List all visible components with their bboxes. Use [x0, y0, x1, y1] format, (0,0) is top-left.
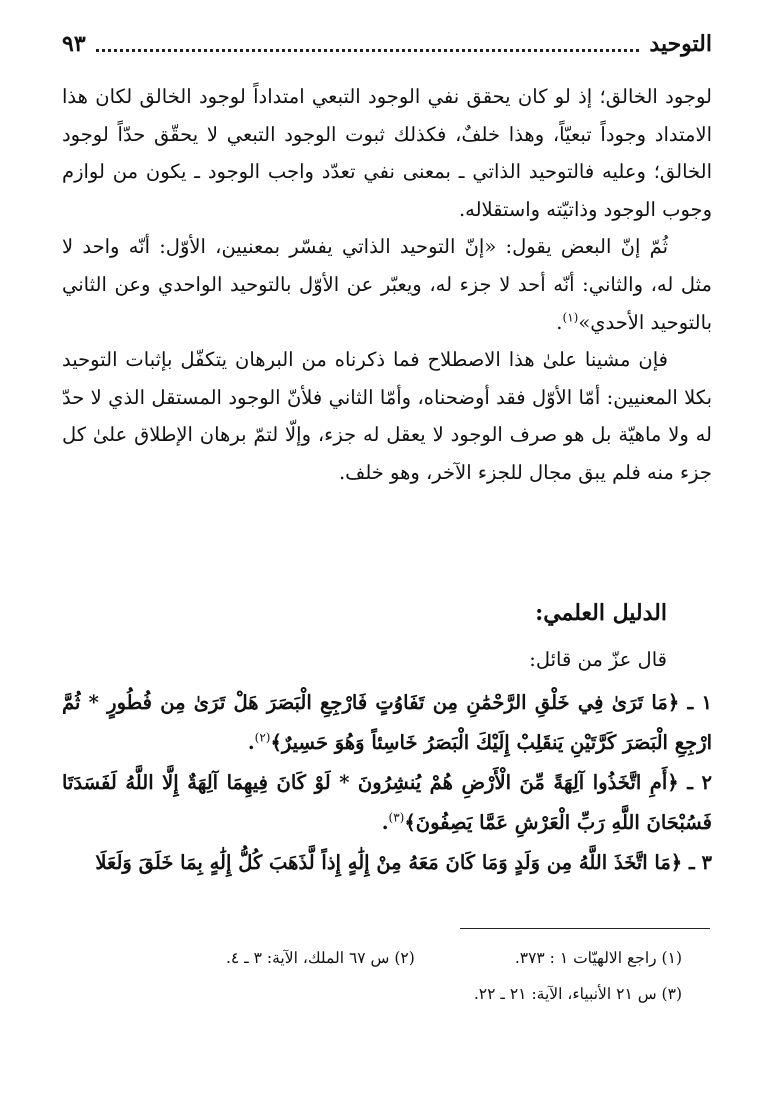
page-number: ٩٣ — [62, 31, 86, 57]
quran-verses — [62, 683, 712, 883]
paragraph-2-text: ثُمّ إنّ البعض يقول: «إنّ التوحيد الذاتي يفسّر بمعنيين، الأوّل: أنّه واحد لا مثل له، والثاني: أنّه أحد لا جزء له، ويعبّر عن الأوّل بالتوحيد الواحدي وعن الثاني بالتوحيد الأحدي» — [62, 235, 712, 334]
paragraph-1: لوجود الخالق؛ إذ لو كان يحقق نفي الوجود التبعي امتداداً لوجود الخالق لكان هذا الامتداد وجوداً تبعيّاً، وهذا خلفٌ، فكذلك ثبوت الوجود التبعي لا يحقّق حدّاً لوجود الخالق؛ وعليه فالتوحيد الذاتي ـ بمعنى نفي تعدّد واجب الوجود ـ يكون من لوازم وجوب الوجود وذاتيّته واستقلاله. — [62, 85, 712, 221]
running-header — [62, 24, 712, 64]
footnotes — [62, 940, 682, 1012]
section-heading: الدليل العلمي: — [535, 600, 667, 626]
footnote-ref-3: (٣) — [388, 810, 405, 825]
verse-1: ١ ـ ﴿مَا تَرَىٰ فِي خَلْقِ الرَّحْمَٰنِ مِن تَفَاوُتٍ فَارْجِعِ الْبَصَرَ هَلْ تَرَىٰ مِن فُطُورٍ * ثُمَّ ارْجِعِ الْبَصَرَ كَرَّتَيْنِ يَنقَلِبْ إِلَيْكَ الْبَصَرُ خَاسِئاً وَهُوَ حَسِيرٌ﴾$^{(٢)}$. — [62, 691, 712, 754]
footnote-3: (٣) س ٢١ الأنبياء، الآية: ٢١ ـ ٢٢. — [473, 985, 682, 1003]
footnote-row-2 — [62, 976, 682, 1012]
verse-2: ٢ ـ ﴿أَمِ اتَّخَذُوا آلِهَةً مِّنَ الْأَرْضِ هُمْ يُنشِرُونَ * لَوْ كَانَ فِيهِمَا آلِهَةٌ إِلَّا اللَّهُ لَفَسَدَتَا فَسُبْحَانَ اللَّهِ رَبِّ الْعَرْشِ عَمَّا يَصِفُونَ﴾$^{(٣)}$. — [62, 771, 712, 834]
footnote-row-1 — [62, 940, 682, 976]
footnote-2: (٢) س ٦٧ الملك، الآية: ٣ ـ ٤. — [225, 949, 415, 967]
main-text — [62, 78, 712, 492]
footnote-gap — [415, 940, 515, 976]
paragraph-3: فإن مشينا علىٰ هذا الاصطلاح فما ذكرناه من البرهان يتكفّل بإثبات التوحيد بكلا المعنيين: أمّا الأوّل فقد أوضحناه، وأمّا الثاني فلأنّ الوجود المستقل الذي لا حدّ له ولا ماهيّة بل هو صرف الوجود لا يعقل له جزء، وإلّا لتمّ برهان الإطلاق علىٰ كل جزء منه فلم يبق مجال للجزء الآخر، وهو خلف. — [62, 348, 712, 484]
footnote-ref-1: (١) — [562, 310, 579, 325]
chapter-title: التوحيد — [649, 31, 712, 57]
verse-3: ٣ ـ ﴿مَا اتَّخَذَ اللَّهُ مِن وَلَدٍ وَمَا كَانَ مَعَهُ مِنْ إِلَٰهٍ إِذاً لَّذَهَبَ كُلُّ إِلَٰهٍ بِمَا خَلَقَ وَلَعَلَا — [95, 851, 712, 874]
footnote-ref-2: (٢) — [254, 730, 271, 745]
quran-intro: قال عزّ من قائل: — [529, 648, 667, 671]
verse-2-text: ٢ ـ ﴿أَمِ اتَّخَذُوا آلِهَةً مِّنَ الْأَرْضِ هُمْ يُنشِرُونَ * لَوْ كَانَ فِيهِمَا آلِهَةٌ إِلَّا اللَّهُ لَفَسَدَتَا فَسُبْحَانَ اللَّهِ رَبِّ الْعَرْشِ عَمَّا يَصِفُونَ﴾ — [62, 771, 712, 834]
footnote-divider — [460, 928, 710, 929]
footnote-1: (١) راجع الالهيّات ١ : ٣٧٣. — [514, 949, 682, 967]
verse-1-text: ١ ـ ﴿مَا تَرَىٰ فِي خَلْقِ الرَّحْمَٰنِ مِن تَفَاوُتٍ فَارْجِعِ الْبَصَرَ هَلْ تَرَىٰ مِن فُطُورٍ * ثُمَّ ارْجِعِ الْبَصَرَ كَرَّتَيْنِ يَنقَلِبْ إِلَيْكَ الْبَصَرُ خَاسِئاً وَهُوَ حَسِيرٌ﴾ — [62, 691, 712, 754]
paragraph-2: ثُمّ إنّ البعض يقول: «إنّ التوحيد الذاتي يفسّر بمعنيين، الأوّل: أنّه واحد لا مثل له، والثاني: أنّه أحد لا جزء له، ويعبّر عن الأوّل بالتوحيد الواحدي وعن الثاني بالتوحيد الأحدي»$^{(١)}$. — [62, 235, 712, 334]
header-dot-leader — [96, 49, 640, 52]
